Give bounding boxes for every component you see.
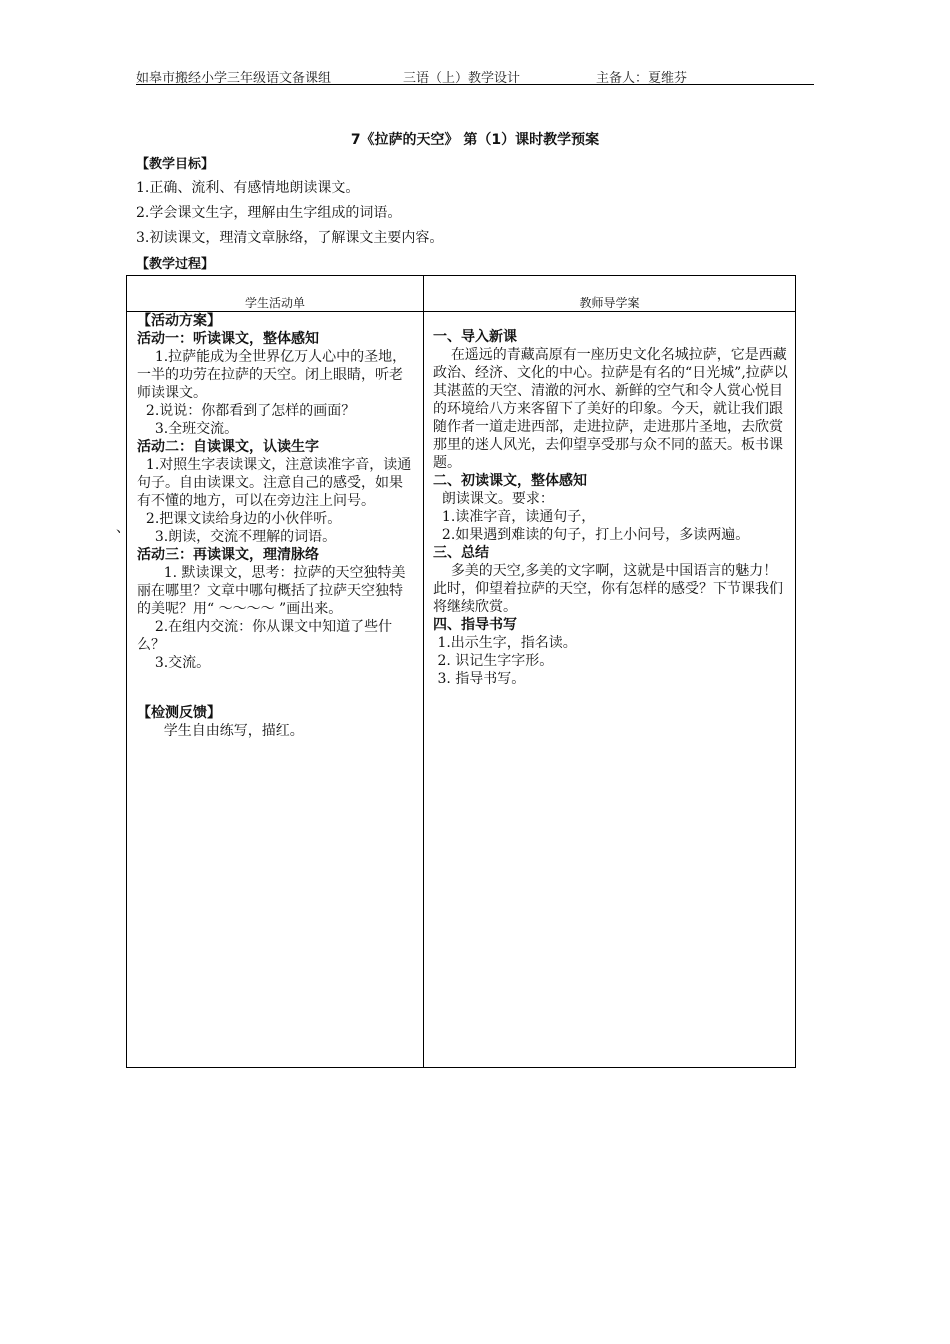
section-2-heading: 二、初读课文，整体感知: [433, 473, 587, 489]
header-preparer: 主备人：夏维芬: [596, 71, 688, 86]
process-heading: 【教学过程】: [136, 257, 215, 272]
activity-1-step-2: 2.说说：你都看到了怎样的画面？: [137, 403, 356, 419]
stray-mark: 、: [116, 520, 130, 536]
page-header: [136, 66, 814, 85]
section-2-line-3: 2.如果遇到难读的句子，打上小问号，多读两遍。: [433, 527, 750, 543]
column-divider: [423, 276, 424, 1067]
teacher-guide-cell: [433, 328, 789, 688]
student-activity-cell: [137, 312, 415, 740]
goal-item: 2.学会课文生字，理解由生字组成的词语。: [136, 205, 402, 221]
goal-item: 3.初读课文，理清文章脉络，了解课文主要内容。: [136, 230, 444, 246]
activity-3-step-1: 1. 默读课文，思考：拉萨的天空独特美丽在哪里？文章中哪句概括了拉萨天空独特的美呢？用“ ～～～～ ”画出来。: [137, 565, 406, 617]
activity-1-step-3: 3.全班交流。: [137, 421, 239, 437]
activity-2-heading: 活动二：自读课文，认读生字: [137, 439, 319, 455]
activity-2-step-3: 3.朗读，交流不理解的词语。: [137, 529, 337, 545]
header-subject: 三语（上）教学设计: [403, 71, 521, 86]
section-4-line-3: 3. 指导书写。: [433, 671, 526, 687]
activity-1-heading: 活动一：听读课文，整体感知: [137, 331, 319, 347]
section-2-line-1: 朗读课文。要求：: [433, 491, 554, 507]
section-1-heading: 一、导入新课: [433, 329, 517, 345]
lesson-table: [126, 275, 796, 1068]
section-3-heading: 三、总结: [433, 545, 489, 561]
section-1-text: 在遥远的青藏高原有一座历史文化名城拉萨，它是西藏政治、经济、文化的中心。拉萨是有名的“日光城”,拉萨以其湛蓝的天空、清澈的河水、新鲜的空气和令人赏心悦目的环境给八方来客留下了美好的印象。今天，就让我们跟随作者一道走进西部，走进拉萨，走进那片圣地，去欣赏那里的迷人风光，去仰望享受那与众不同的蓝天。板书课题。: [433, 347, 788, 471]
section-4-line-1: 1.出示生字，指名读。: [433, 635, 577, 651]
section-2-line-2: 1.读准字音，读通句子，: [433, 509, 596, 525]
teacher-column-header: 教师导学案: [579, 296, 640, 310]
activity-3-step-3: 3.交流。: [137, 655, 211, 671]
activity-3-step-2: 2.在组内交流：你从课文中知道了些什么？: [137, 619, 393, 653]
activity-plan-heading: 【活动方案】: [137, 313, 221, 329]
header-school: 如皋市搬经小学三年级语文备课组: [136, 71, 332, 86]
lesson-title: 7《拉萨的天空》 第（1）课时教学预案: [350, 132, 600, 148]
section-3-text: 多美的天空,多美的文字啊，这就是中国语言的魅力！此时，仰望着拉萨的天空，你有怎样的感受？下节课我们将继续欣赏。: [433, 563, 783, 615]
activity-1-step-1: 1.拉萨能成为全世界亿万人心中的圣地，一半的功劳在拉萨的天空。闭上眼睛，听老师读课文。: [137, 349, 407, 401]
goals-heading: 【教学目标】: [136, 157, 215, 172]
feedback-text: 学生自由练写，描红。: [137, 723, 304, 739]
feedback-heading: 【检测反馈】: [137, 705, 221, 721]
activity-2-step-1: 1.对照生字表读课文，注意读准字音，读通句子。自由读课文。注意自己的感受，如果有不懂的地方，可以在旁边注上问号。: [137, 457, 412, 509]
section-4-heading: 四、指导书写: [433, 617, 517, 633]
section-4-line-2: 2. 识记生字字形。: [433, 653, 554, 669]
goal-item: 1.正确、流利、有感情地朗读课文。: [136, 180, 360, 196]
activity-3-heading: 活动三：再读课文，理清脉络: [137, 547, 319, 563]
student-column-header: 学生活动单: [244, 296, 305, 310]
activity-2-step-2: 2.把课文读给身边的小伙伴听。: [137, 511, 342, 527]
